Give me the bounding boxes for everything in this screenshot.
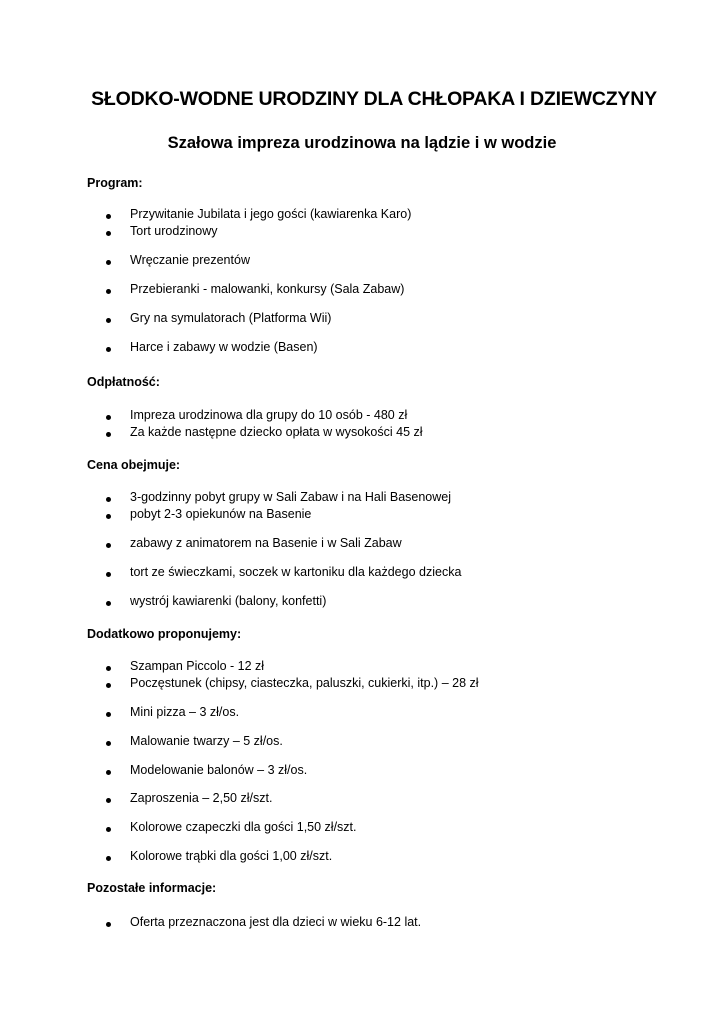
section-heading-additional-offers: Dodatkowo proponujemy: <box>87 627 242 641</box>
list-item: Mini pizza – 3 zł/os. <box>130 705 240 719</box>
bullet-icon <box>106 712 111 717</box>
list-item: Harce i zabawy w wodzie (Basen) <box>130 340 318 354</box>
list-item: 3-godzinny pobyt grupy w Sali Zabaw i na Hali Basenowej <box>130 490 452 504</box>
bullet-icon <box>106 497 111 502</box>
section-heading-program: Program: <box>87 176 143 190</box>
bullet-icon <box>106 922 111 927</box>
bullet-icon <box>106 572 111 577</box>
bullet-icon <box>106 415 111 420</box>
bullet-icon <box>106 318 111 323</box>
list-item: pobyt 2-3 opiekunów na Basenie <box>130 507 312 521</box>
section-heading-other-info: Pozostałe informacje: <box>87 881 217 895</box>
bullet-icon <box>106 683 111 688</box>
list-item: Przebieranki - malowanki, konkursy (Sala Zabaw) <box>130 282 405 296</box>
document-subtitle: Szałowa impreza urodzinowa na lądzie i w wodzie <box>167 134 557 152</box>
list-item: Poczęstunek (chipsy, ciasteczka, paluszki, cukierki, itp.) – 28 zł <box>130 676 479 690</box>
list-item: Zaproszenia – 2,50 zł/szt. <box>130 791 273 805</box>
bullet-icon <box>106 770 111 775</box>
bullet-icon <box>106 289 111 294</box>
section-heading-payment: Odpłatność: <box>87 375 160 389</box>
list-item: Modelowanie balonów – 3 zł/os. <box>130 763 308 777</box>
list-item: zabawy z animatorem na Basenie i w Sali Zabaw <box>130 536 402 550</box>
list-item: Gry na symulatorach (Platforma Wii) <box>130 311 332 325</box>
list-item: Malowanie twarzy – 5 zł/os. <box>130 734 283 748</box>
list-item: Szampan Piccolo - 12 zł <box>130 659 265 673</box>
bullet-icon <box>106 514 111 519</box>
list-item: wystrój kawiarenki (balony, konfetti) <box>130 594 327 608</box>
bullet-icon <box>106 543 111 548</box>
bullet-icon <box>106 347 111 352</box>
list-item: Za każde następne dziecko opłata w wysokości 45 zł <box>130 425 423 439</box>
bullet-icon <box>106 741 111 746</box>
bullet-icon <box>106 601 111 606</box>
list-item: Tort urodzinowy <box>130 224 218 238</box>
list-item: Kolorowe trąbki dla gości 1,00 zł/szt. <box>130 849 333 863</box>
list-item: Przywitanie Jubilata i jego gości (kawiarenka Karo) <box>130 207 412 221</box>
list-item: Oferta przeznaczona jest dla dzieci w wieku 6-12 lat. <box>130 915 422 929</box>
bullet-icon <box>106 432 111 437</box>
bullet-icon <box>106 798 111 803</box>
document-title: SŁODKO-WODNE URODZINY DLA CHŁOPAKA I DZIEWCZYNY <box>91 88 657 110</box>
bullet-icon <box>106 260 111 265</box>
bullet-icon <box>106 827 111 832</box>
bullet-icon <box>106 856 111 861</box>
bullet-icon <box>106 666 111 671</box>
list-item: tort ze świeczkami, soczek w kartoniku dla każdego dziecka <box>130 565 462 579</box>
list-item: Wręczanie prezentów <box>130 253 250 267</box>
list-item: Kolorowe czapeczki dla gości 1,50 zł/szt. <box>130 820 357 834</box>
list-item: Impreza urodzinowa dla grupy do 10 osób - 480 zł <box>130 408 408 422</box>
section-heading-price-includes: Cena obejmuje: <box>87 458 181 472</box>
bullet-icon <box>106 214 111 219</box>
bullet-icon <box>106 231 111 236</box>
